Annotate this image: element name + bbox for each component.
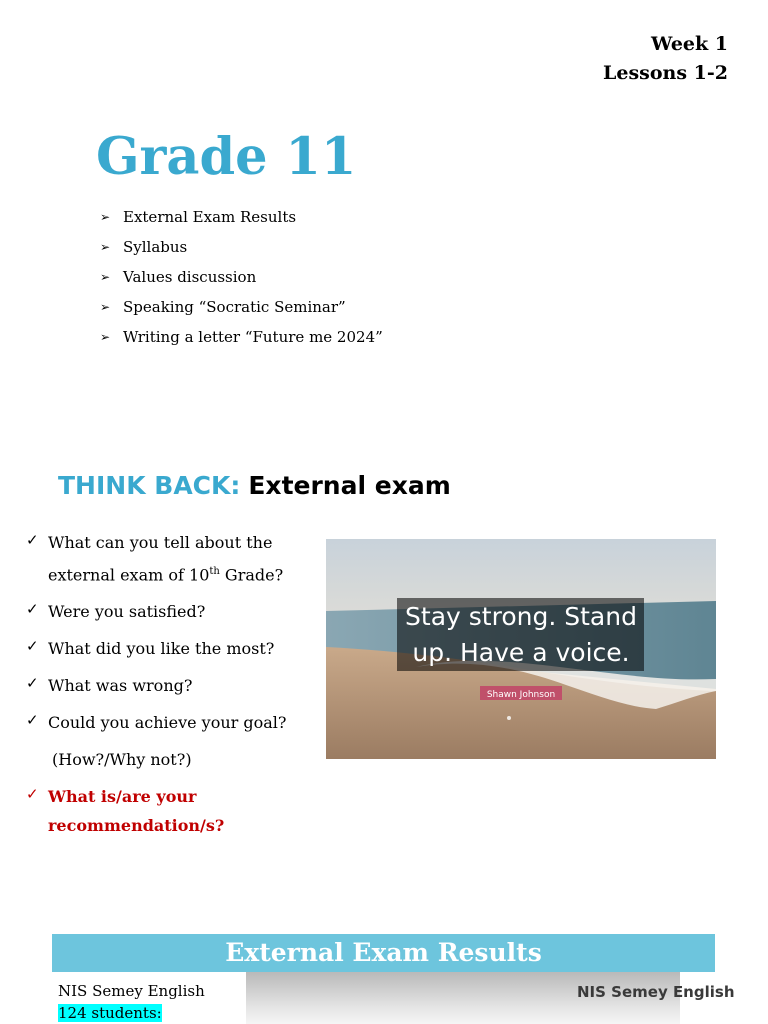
checkmark-icon: ✓ [26, 531, 39, 549]
quote-author: Shawn Johnson [486, 690, 556, 700]
list-item [26, 671, 316, 700]
question-text: Were you satisfied? [48, 602, 206, 622]
checkmark-icon: ✓ [26, 711, 39, 730]
checkmark-icon: ✓ [26, 600, 39, 619]
question-list [26, 528, 316, 848]
ordinal-suffix: th [209, 566, 220, 577]
think-back-topic: External exam [248, 471, 451, 500]
lessons-range: Lessons 1-2 [603, 62, 728, 84]
list-item [26, 634, 316, 663]
agenda-item-label: Speaking “Socratic Seminar” [123, 298, 346, 316]
agenda-item-label: Writing a letter “Future me 2024” [123, 328, 383, 346]
checkmark-icon: ✓ [26, 637, 39, 656]
school-name: NIS Semey English [58, 982, 205, 1000]
question-text-end: Grade? [219, 565, 284, 585]
list-item [26, 782, 316, 840]
beach-quote-illustration [326, 539, 716, 759]
checkmark-icon: ✓ [26, 785, 39, 804]
results-summary [58, 980, 205, 1024]
results-panel-title: NIS Semey English [577, 983, 735, 1001]
arrow-bullet-icon: ➢ [100, 330, 111, 344]
agenda-list [100, 202, 383, 352]
week-label [603, 30, 728, 88]
list-item [100, 292, 383, 322]
agenda-item-label: Values discussion [123, 268, 257, 286]
list-item [100, 262, 383, 292]
question-text: What was wrong? [48, 676, 193, 696]
think-back-label: THINK BACK: [58, 471, 241, 500]
question-text: What can you tell about the external exam of 10 [48, 533, 273, 585]
section-heading [58, 468, 451, 504]
list-item [100, 322, 383, 352]
quote-line-1: Stay strong. Stand [405, 602, 637, 631]
agenda-item-label: Syllabus [123, 238, 188, 256]
student-count: 124 students: [58, 1004, 162, 1022]
agenda-item-label: External Exam Results [123, 208, 297, 226]
question-text: Could you achieve your goal? [48, 713, 287, 733]
list-item [100, 232, 383, 262]
list-item [26, 528, 316, 589]
list-item [26, 597, 316, 626]
quote-line-2: up. Have a voice. [412, 638, 630, 667]
page-title: Grade 11 [96, 127, 357, 187]
list-item [26, 745, 316, 774]
week-number: Week 1 [651, 33, 728, 55]
results-banner: External Exam Results [52, 934, 715, 972]
question-text: What did you like the most? [48, 639, 275, 659]
list-item [100, 202, 383, 232]
arrow-bullet-icon: ➢ [100, 210, 111, 224]
list-item [26, 708, 316, 737]
question-subtext: (How?/Why not?) [52, 750, 192, 770]
checkmark-icon: ✓ [26, 674, 39, 693]
arrow-bullet-icon: ➢ [100, 300, 111, 314]
arrow-bullet-icon: ➢ [100, 270, 111, 284]
recommendation-question: What is/are your recommendation/s? [48, 787, 225, 836]
arrow-bullet-icon: ➢ [100, 240, 111, 254]
quote-image [326, 539, 716, 759]
